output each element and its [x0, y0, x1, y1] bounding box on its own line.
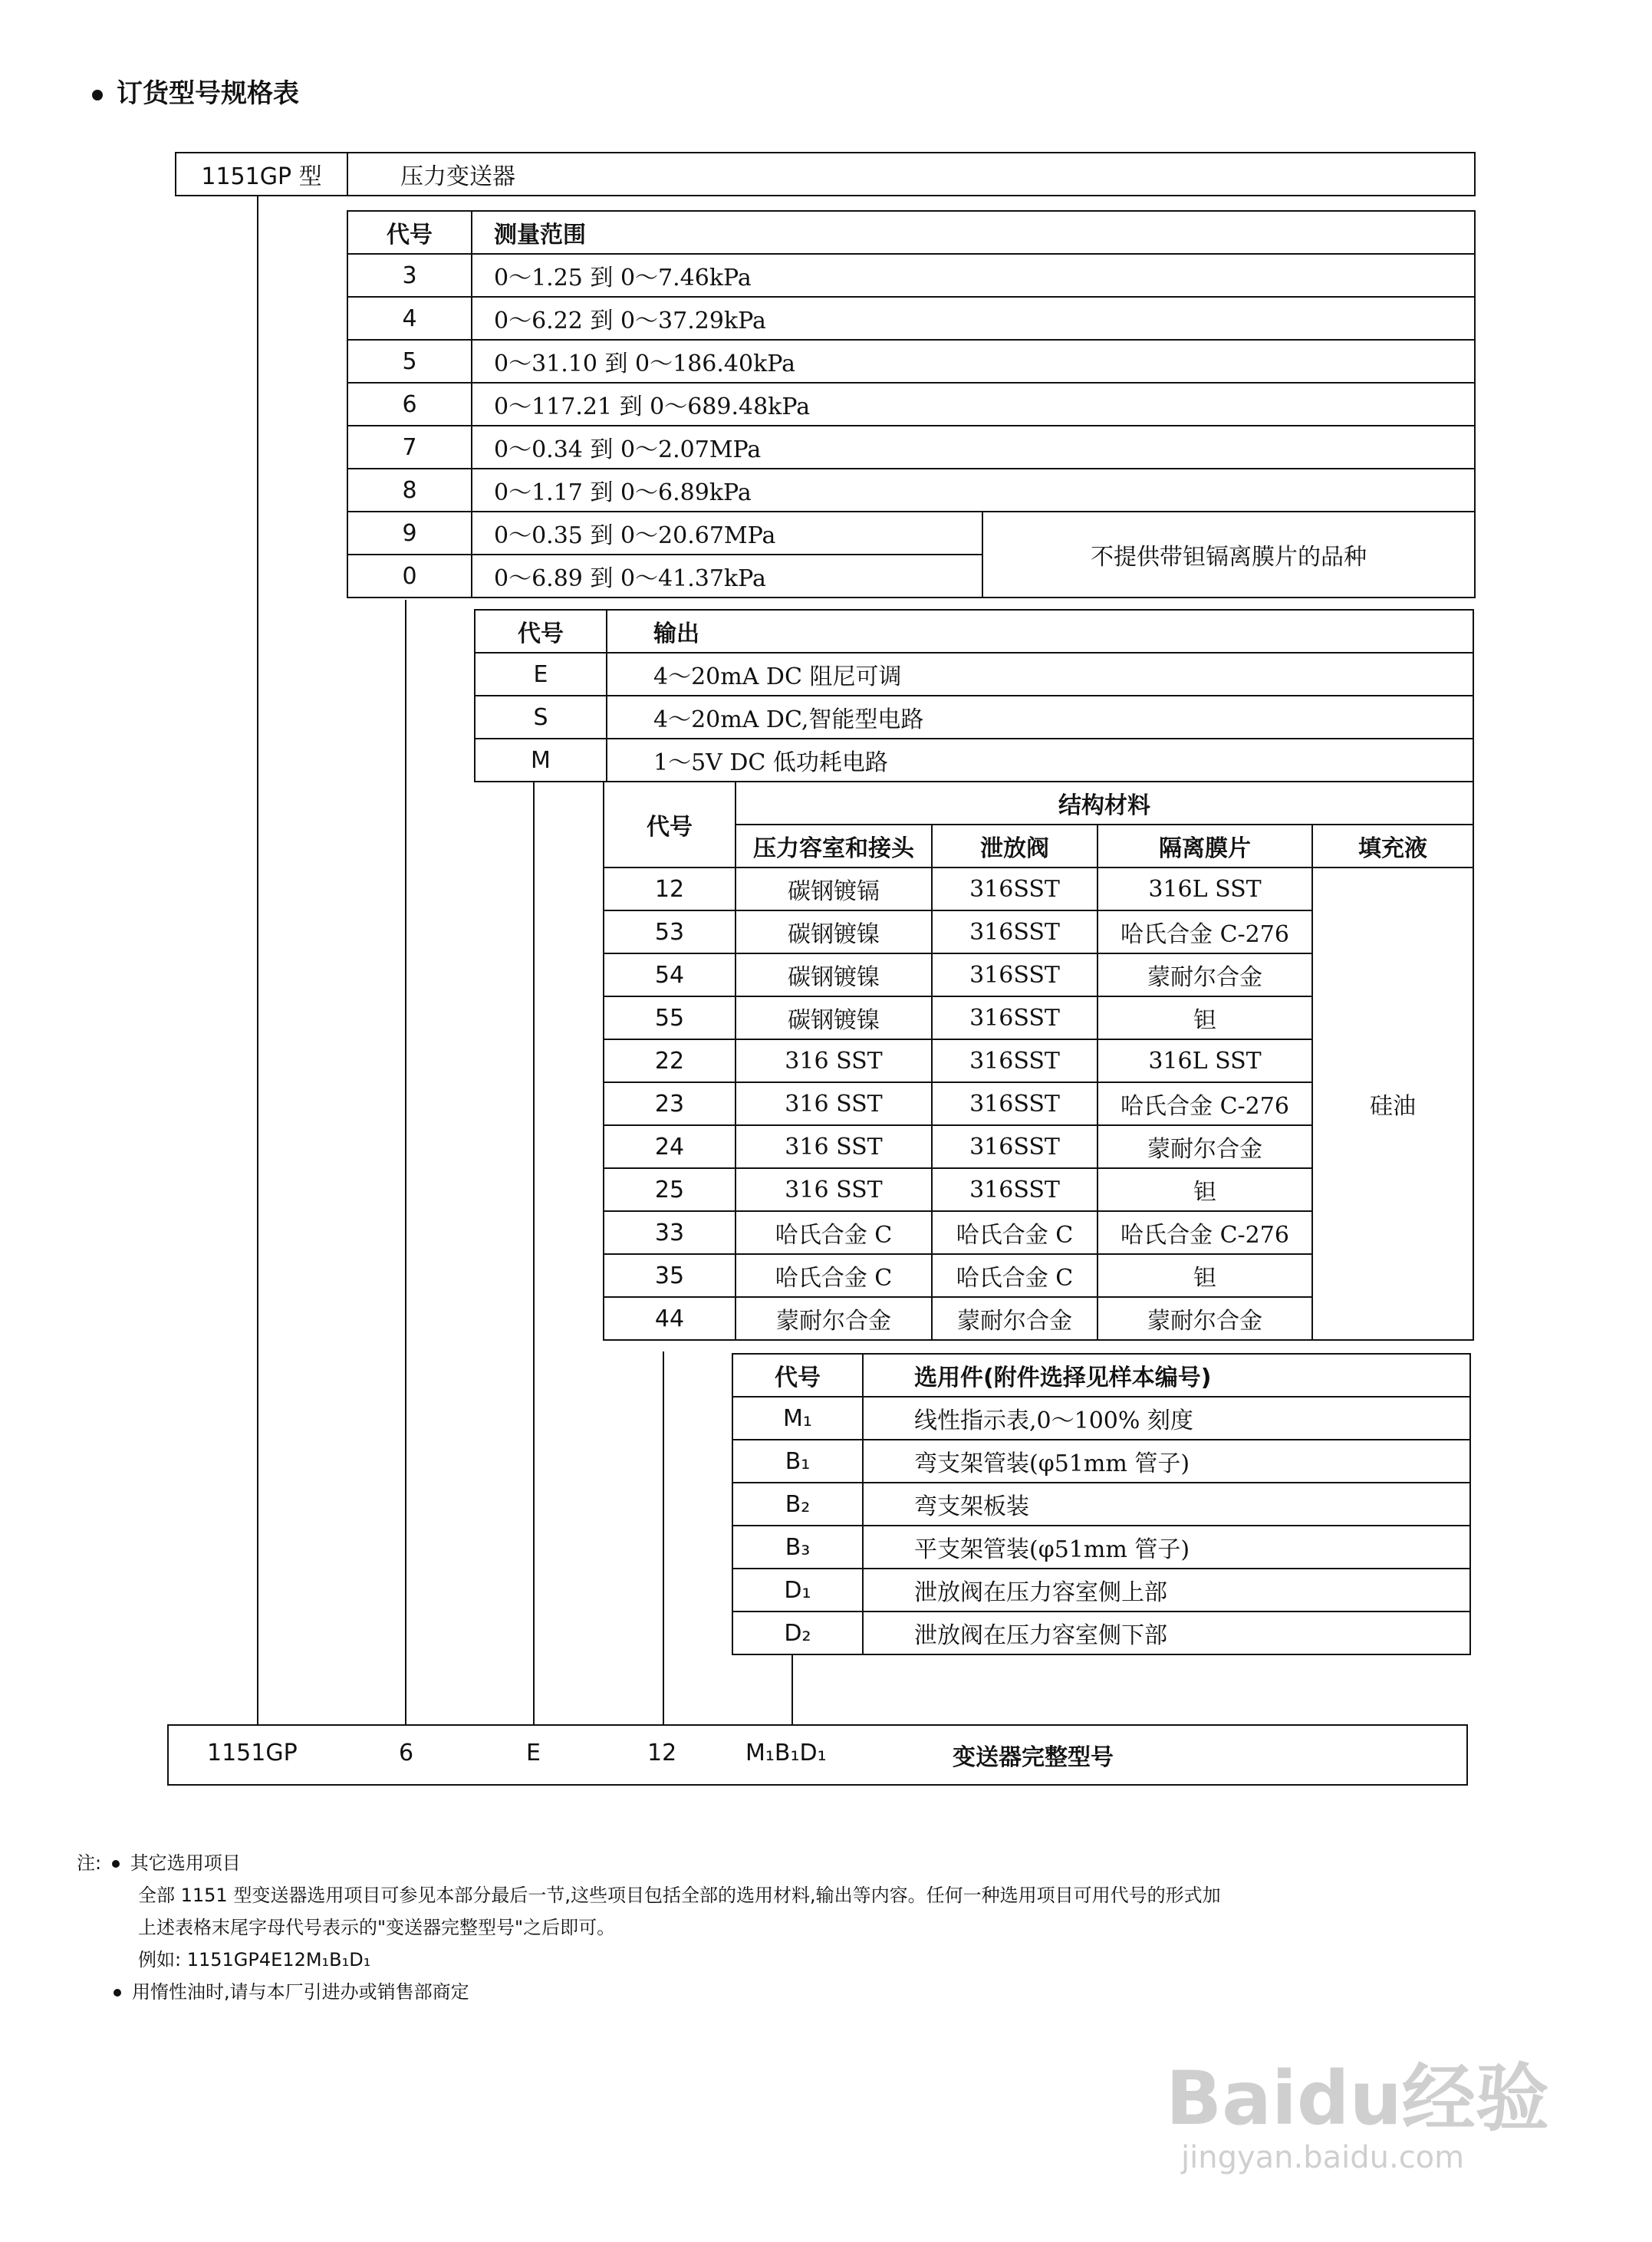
material-chamber: 碳钢镀镍	[736, 996, 932, 1039]
option-label: 线性指示表,0～100% 刻度	[863, 1397, 1470, 1440]
material-code: 53	[604, 910, 736, 953]
model-code: 1151GP 型	[176, 153, 347, 196]
table-row	[604, 867, 1473, 910]
material-chamber: 哈氏合金 C	[736, 1254, 932, 1297]
material-chamber: 316 SST	[736, 1039, 932, 1082]
bullet-icon	[92, 90, 103, 100]
section-heading	[92, 72, 299, 110]
notes-prefix: 注:	[77, 1852, 102, 1874]
material-diaphragm: 316L SST	[1097, 1039, 1312, 1082]
notes-item1-line2: 上述表格末尾字母代号表示的"变送器完整型号"之后即可。	[138, 1917, 616, 1938]
material-diaphragm: 哈氏合金 C-276	[1097, 1211, 1312, 1254]
material-diaphragm: 316L SST	[1097, 867, 1312, 910]
notes-item1-title: 其它选用项目	[130, 1852, 241, 1874]
material-valve: 蒙耐尔合金	[932, 1297, 1097, 1340]
material-valve: 316SST	[932, 1039, 1097, 1082]
range-code: 6	[347, 383, 472, 426]
watermark-url: jingyan.baidu.com	[1181, 2140, 1465, 2175]
material-code: 25	[604, 1168, 736, 1211]
option-code: D₁	[732, 1569, 863, 1612]
connector-material	[663, 1351, 664, 1724]
option-code: M₁	[732, 1397, 863, 1440]
material-chamber: 316 SST	[736, 1168, 932, 1211]
option-code: D₂	[732, 1612, 863, 1654]
table-row	[475, 653, 1473, 696]
range-value: 0～117.21 到 0～689.48kPa	[472, 383, 1475, 426]
model-table	[175, 152, 1476, 196]
material-diaphragm: 蒙耐尔合金	[1097, 1125, 1312, 1168]
range-header-code: 代号	[347, 211, 472, 254]
material-chamber: 316 SST	[736, 1082, 932, 1125]
material-chamber: 碳钢镀镍	[736, 953, 932, 996]
material-valve: 316SST	[932, 910, 1097, 953]
table-row	[475, 739, 1473, 782]
example-part-model: 1151GP	[207, 1740, 298, 1766]
material-code: 33	[604, 1211, 736, 1254]
material-chamber: 哈氏合金 C	[736, 1211, 932, 1254]
notes-item1-example: 例如: 1151GP4E12M₁B₁D₁	[138, 1949, 371, 1970]
bullet-icon	[112, 1860, 120, 1868]
range-note: 不提供带钽镉离膜片的品种	[982, 512, 1475, 598]
output-value: 4～20mA DC,智能型电路	[607, 696, 1473, 739]
range-header-label: 测量范围	[472, 211, 1475, 254]
material-code: 23	[604, 1082, 736, 1125]
material-valve: 316SST	[932, 1125, 1097, 1168]
watermark-logo: Baidu经验	[1166, 2056, 1549, 2142]
example-part-range: 6	[399, 1740, 414, 1766]
range-value: 0～1.17 到 0～6.89kPa	[472, 469, 1475, 512]
output-table	[474, 609, 1474, 782]
material-chamber: 316 SST	[736, 1125, 932, 1168]
table-row	[732, 1569, 1470, 1612]
material-col-valve: 泄放阀	[932, 825, 1097, 867]
connector-output	[533, 778, 535, 1724]
option-code: B₁	[732, 1440, 863, 1483]
material-valve: 316SST	[932, 953, 1097, 996]
material-chamber: 碳钢镀镉	[736, 867, 932, 910]
material-col-chamber: 压力容室和接头	[736, 825, 932, 867]
options-header-code: 代号	[732, 1354, 863, 1397]
output-value: 1～5V DC 低功耗电路	[607, 739, 1473, 782]
table-row	[732, 1612, 1470, 1654]
connector-model	[257, 192, 258, 1724]
output-code: M	[475, 739, 607, 782]
material-header-code: 代号	[604, 782, 736, 867]
table-row	[732, 1440, 1470, 1483]
material-code: 24	[604, 1125, 736, 1168]
material-col-diaphragm: 隔离膜片	[1097, 825, 1312, 867]
range-code: 3	[347, 254, 472, 297]
option-code: B₂	[732, 1483, 863, 1526]
range-code: 4	[347, 297, 472, 340]
options-table	[732, 1353, 1471, 1655]
material-valve: 316SST	[932, 1168, 1097, 1211]
material-diaphragm: 蒙耐尔合金	[1097, 953, 1312, 996]
material-code: 44	[604, 1297, 736, 1340]
material-col-fill: 填充液	[1312, 825, 1473, 867]
material-valve: 316SST	[932, 1082, 1097, 1125]
output-code: S	[475, 696, 607, 739]
output-value: 4～20mA DC 阻尼可调	[607, 653, 1473, 696]
option-label: 弯支架管装(φ51mm 管子)	[863, 1440, 1470, 1483]
table-row	[347, 512, 1475, 555]
example-part-output: E	[526, 1740, 541, 1766]
material-valve: 316SST	[932, 996, 1097, 1039]
table-row	[347, 426, 1475, 469]
range-value: 0～0.34 到 0～2.07MPa	[472, 426, 1475, 469]
range-code: 0	[347, 555, 472, 598]
example-part-material: 12	[647, 1740, 677, 1766]
material-fill: 硅油	[1312, 867, 1473, 1340]
material-valve: 316SST	[932, 867, 1097, 910]
material-valve: 哈氏合金 C	[932, 1254, 1097, 1297]
material-code: 12	[604, 867, 736, 910]
connector-options	[791, 1649, 793, 1724]
material-diaphragm: 蒙耐尔合金	[1097, 1297, 1312, 1340]
table-row	[347, 297, 1475, 340]
table-row	[347, 469, 1475, 512]
option-code: B₃	[732, 1526, 863, 1569]
notes-item2: 用惰性油时,请与本厂引进办或销售部商定	[132, 1981, 469, 2003]
material-diaphragm: 钽	[1097, 1168, 1312, 1211]
notes-block	[77, 1847, 1396, 2008]
table-row	[732, 1526, 1470, 1569]
section-title: 订货型号规格表	[117, 78, 299, 109]
table-row	[732, 1397, 1470, 1440]
option-label: 泄放阀在压力容室侧上部	[863, 1569, 1470, 1612]
range-value: 0～6.89 到 0～41.37kPa	[472, 555, 982, 598]
output-code: E	[475, 653, 607, 696]
table-row	[347, 340, 1475, 383]
material-code: 22	[604, 1039, 736, 1082]
material-header-group: 结构材料	[736, 782, 1473, 825]
table-row	[347, 254, 1475, 297]
range-code: 8	[347, 469, 472, 512]
material-diaphragm: 钽	[1097, 1254, 1312, 1297]
notes-item1-line1: 全部 1151 型变送器选用项目可参见本部分最后一节,这些项目包括全部的选用材料,输出等内容。任何一种选用项目可用代号的形式加	[138, 1885, 1221, 1906]
example-label: 变送器完整型号	[953, 1744, 1114, 1771]
material-chamber: 碳钢镀镍	[736, 910, 932, 953]
example-part-options: M₁B₁D₁	[745, 1740, 827, 1766]
connector-range	[405, 600, 406, 1724]
output-header-label: 输出	[607, 610, 1473, 653]
example-model-box	[167, 1724, 1468, 1786]
material-code: 35	[604, 1254, 736, 1297]
options-header-label: 选用件(附件选择见样本编号)	[863, 1354, 1470, 1397]
table-row	[347, 383, 1475, 426]
range-code: 5	[347, 340, 472, 383]
table-row	[475, 696, 1473, 739]
material-diaphragm: 哈氏合金 C-276	[1097, 910, 1312, 953]
bullet-icon	[114, 1989, 121, 1997]
material-diaphragm: 钽	[1097, 996, 1312, 1039]
range-value: 0～31.10 到 0～186.40kPa	[472, 340, 1475, 383]
material-table	[603, 781, 1474, 1341]
material-chamber: 蒙耐尔合金	[736, 1297, 932, 1340]
range-value: 0～6.22 到 0～37.29kPa	[472, 297, 1475, 340]
option-label: 泄放阀在压力容室侧下部	[863, 1612, 1470, 1654]
range-table	[347, 210, 1476, 598]
material-diaphragm: 哈氏合金 C-276	[1097, 1082, 1312, 1125]
option-label: 平支架管装(φ51mm 管子)	[863, 1526, 1470, 1569]
table-row	[732, 1483, 1470, 1526]
material-code: 54	[604, 953, 736, 996]
range-value: 0～0.35 到 0～20.67MPa	[472, 512, 982, 555]
option-label: 弯支架板装	[863, 1483, 1470, 1526]
range-code: 7	[347, 426, 472, 469]
range-code: 9	[347, 512, 472, 555]
model-name: 压力变送器	[347, 153, 1475, 196]
range-value: 0～1.25 到 0～7.46kPa	[472, 254, 1475, 297]
material-code: 55	[604, 996, 736, 1039]
material-valve: 哈氏合金 C	[932, 1211, 1097, 1254]
output-header-code: 代号	[475, 610, 607, 653]
